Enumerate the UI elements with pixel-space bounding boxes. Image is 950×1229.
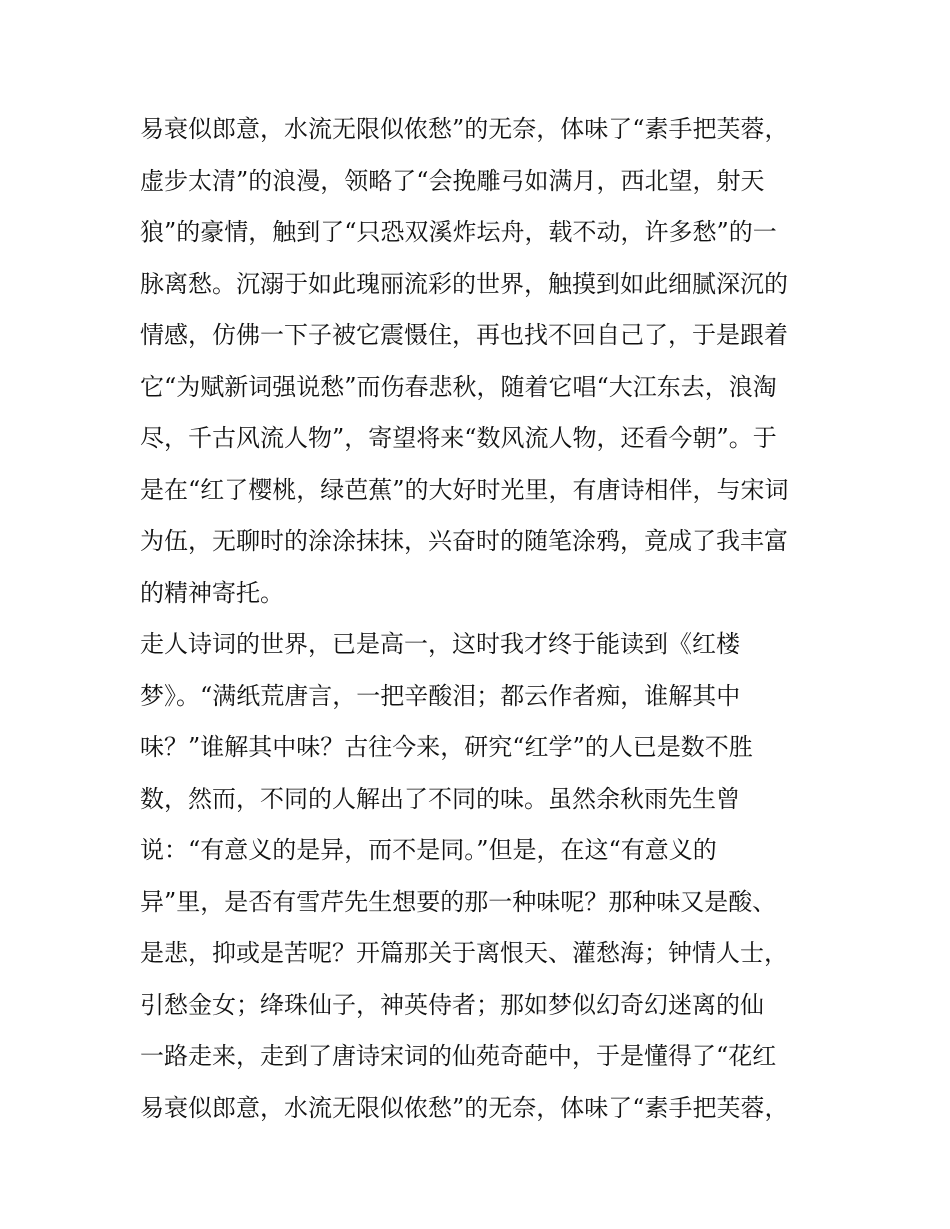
text-line: 情感，仿佛一下子被它震慑住，再也找不回自己了，于是跟着: [140, 321, 788, 349]
text-line: 梦》。“满纸荒唐言，一把辛酸泪；都云作者痴，谁解其中: [140, 681, 741, 710]
text-line: 脉离愁。沉溺于如此瑰丽流彩的世界，触摸到如此细腻深沉的: [140, 269, 788, 298]
text-line: 味？”谁解其中味？古往今来，研究“红学”的人已是数不胜: [140, 733, 753, 761]
text-line: 它“为赋新词强说愁”而伤春悲秋，随着它唱“大江东去，浪淘: [140, 372, 777, 401]
text-line: 虚步太清”的浪漫，领略了“会挽雕弓如满月，西北望，射天: [140, 166, 765, 195]
essay-text: [140, 104, 830, 1134]
text-line: 为伍，无聊时的涂涂抹抹，兴奋时的随笔涂鸦，竟成了我丰富: [140, 527, 788, 555]
text-line: 说：“有意义的是异，而不是同。”但是，在这“有意义的: [140, 836, 717, 864]
text-line: 易衰似郎意，水流无限似侬愁”的无奈，体味了“素手把芙蓉，: [140, 115, 789, 143]
text-line: 异”里，是否有雪芹先生想要的那一种味呢？那种味又是酸、: [140, 887, 777, 916]
text-line: 易衰似郎意，水流无限似侬愁”的无奈，体味了“素手把芙蓉，: [140, 1093, 789, 1122]
text-line: 的精神寄托。: [140, 578, 284, 607]
text-line: 狼”的豪情，触到了“只恐双溪炸坛舟，载不动，许多愁”的一: [140, 218, 777, 246]
text-line: 数，然而，不同的人解出了不同的味。虽然余秋雨先生曾: [140, 784, 740, 813]
text-line: 是在“红了樱桃，绿芭蕉”的大好时光里，有唐诗相伴，与宋词: [140, 475, 789, 504]
text-line: 一路走来，走到了唐诗宋词的仙苑奇葩中，于是懂得了“花红: [140, 1042, 777, 1070]
text-line: 是悲，抑或是苦呢？开篇那关于离恨天、灌愁海；钟情人士，: [140, 939, 788, 967]
text-line: 走人诗词的世界，已是高一，这时我才终于能读到《红楼: [140, 630, 740, 658]
text-line: 尽，千古风流人物”，寄望将来“数风流人物，还看今朝”。于: [140, 424, 777, 452]
text-line: 引愁金女；绛珠仙子，神英侍者；那如梦似幻奇幻迷离的仙: [140, 990, 764, 1019]
